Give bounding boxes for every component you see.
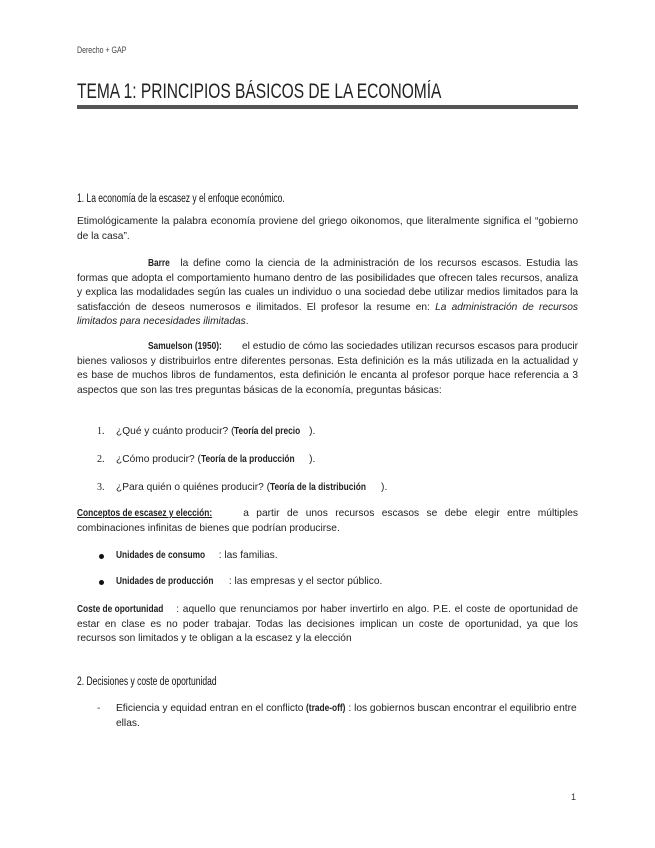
header-text: Derecho + GAP — [77, 45, 127, 55]
barre-italic-quote: La administración de recursos limitados para necesidades ilimitadas — [77, 301, 579, 328]
question-theory: Teoría del precio — [234, 426, 301, 437]
paragraph-etymology — [77, 215, 578, 244]
bullet-dot-icon — [99, 554, 104, 559]
barre-text: la define como la ciencia de la administración de los recursos escasos. Estudia las formas que adopta el comportamiento humano dentro de las posibilidades que ofrecen tales recursos, analiza y explica las modalidades según las cuales un individuo o una sociedad debe utilizar medios limitados para la satisfacción de deseos numerosos e ilimitados. El profesor la resume en: — [77, 258, 578, 313]
opportunity-cost-text: : aquello que renunciamos por haber invertirlo en algo. P.E. el coste de oportunidad de estar en clase es no poder trabajar. Todas las decisiones implican un coste de oportunidad, ya que los recursos son limitados y te obligan a la escasez y la elección — [77, 604, 578, 645]
question-end: ). — [309, 426, 316, 437]
question-end: ). — [309, 454, 316, 465]
barre-end: . — [245, 316, 249, 328]
page-number: 1 — [571, 792, 577, 802]
question-theory: Teoría de la producción — [200, 454, 295, 465]
question-end: ). — [381, 482, 388, 493]
paragraph-scarcity-choice — [77, 507, 578, 536]
bullet-term: Unidades de consumo — [116, 550, 206, 561]
paragraph-opportunity-cost — [77, 603, 578, 647]
page-header — [77, 45, 140, 55]
opportunity-cost-term: Coste de oportunidad — [77, 604, 164, 615]
section-2-heading-text: 2. Decisiones y coste de oportunidad — [77, 676, 217, 688]
trade-off-term: (trade-off) — [306, 703, 346, 714]
bullet-dot-icon — [99, 580, 104, 585]
bullet-text: : las familias. — [218, 550, 278, 561]
question-number: 3. — [97, 482, 105, 493]
dash-marker: - — [97, 703, 101, 714]
page-title — [77, 80, 637, 104]
samuelson-text: el estudio de cómo las sociedades utilizan recursos escasos para producir bienes valiosos y distribuirlos entre diferentes personas. Esta definición es la más utilizada en la actualidad y es base de muchos libros de fundamentos, esta definición le encanta al profesor porque hace referencia a 3 aspectos que son las tres preguntas básicas de la economía, preguntas básicas: — [77, 341, 578, 396]
question-number: 2. — [97, 454, 105, 465]
scarcity-choice-text: a partir de unos recursos escasos se debe elegir entre múltiples combinaciones infinitas de bienes que podrían producirse. — [77, 508, 578, 534]
samuelson-name: Samuelson (1950): — [147, 341, 222, 352]
bullet-term: Unidades de producción — [116, 576, 214, 587]
paragraph-etymology-text: Etimológicamente la palabra economía proviene del griego oikonomos, que literalmente significa el “gobierno de la casa”. — [77, 216, 578, 242]
dash-item-end: : los gobiernos buscan encontrar el equilibrio entre ellas. — [116, 703, 577, 729]
title-underline — [77, 105, 578, 109]
question-number: 1. — [97, 426, 105, 437]
paragraph-barre — [77, 257, 578, 330]
title-text: TEMA 1: PRINCIPIOS BÁSICOS DE LA ECONOMÍA — [77, 80, 442, 103]
barre-name: Barre — [147, 258, 170, 269]
section-1-heading — [77, 193, 358, 205]
question-text: ¿Qué y cuánto producir? ( — [116, 426, 235, 437]
bullet-text: : las empresas y el sector público. — [228, 576, 383, 587]
question-theory: Teoría de la distribución — [270, 482, 366, 493]
question-text: ¿Para quién o quiénes producir? ( — [116, 482, 271, 493]
section-1-heading-text: 1. La economía de la escasez y el enfoque económico. — [77, 193, 285, 205]
question-text: ¿Cómo producir? ( — [116, 454, 201, 465]
scarcity-choice-term: Conceptos de escasez y elección: — [77, 508, 213, 519]
dash-item-text: Eficiencia y equidad entran en el conflicto — [116, 703, 307, 714]
paragraph-samuelson — [77, 340, 578, 398]
section-2-heading — [77, 676, 266, 688]
